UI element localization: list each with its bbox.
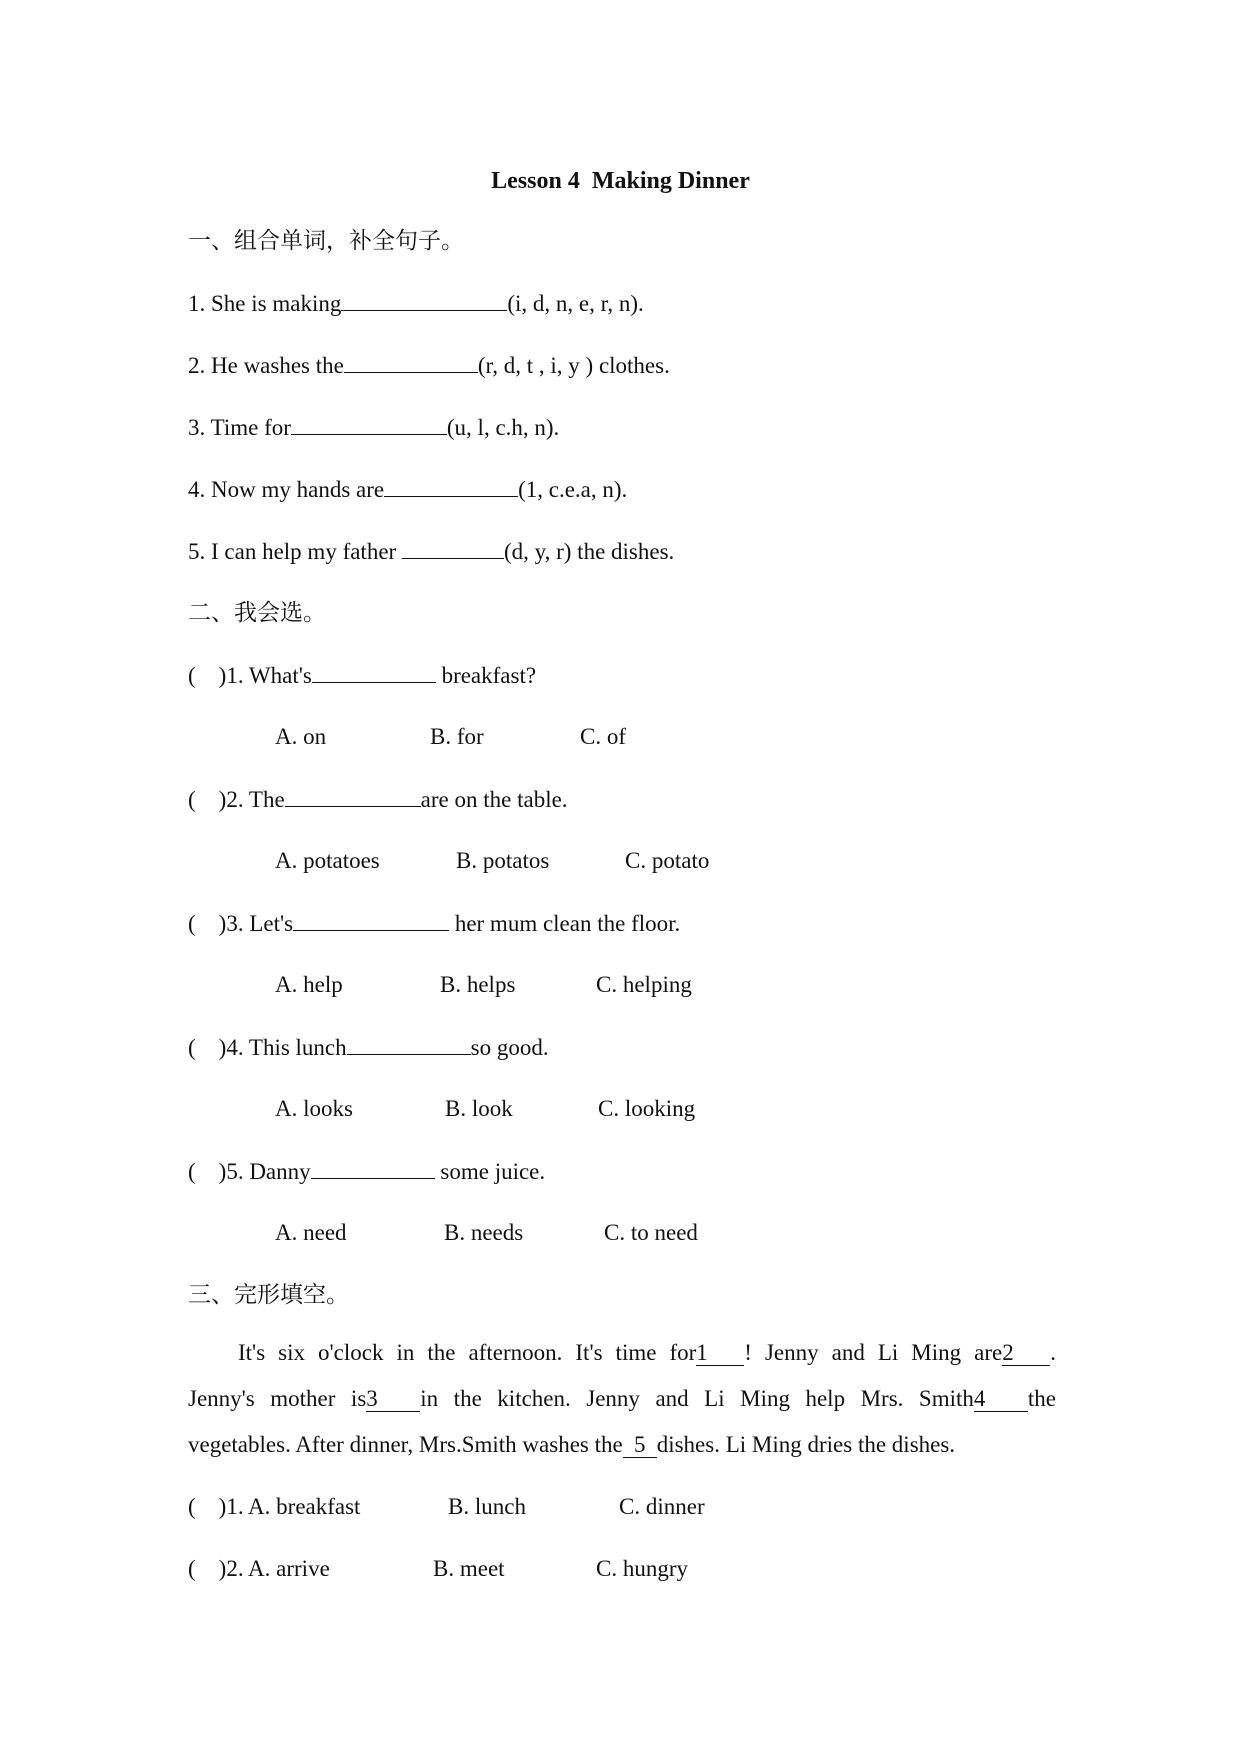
s2-q2-blank[interactable] <box>285 784 421 807</box>
s1-item-1-before: 1. She is making <box>188 291 342 316</box>
s3-q2-option-c[interactable]: C. hungry <box>596 1556 688 1581</box>
s2-question-5 <box>188 1156 545 1187</box>
s1-item-3-after: (u, l, c.h, n). <box>446 415 560 440</box>
s1-item-4 <box>188 474 627 505</box>
s2-q4-blank[interactable] <box>347 1032 471 1055</box>
section-3-heading: 三、完形填空。 <box>188 1282 349 1308</box>
s2-q5-option-c[interactable]: C. to need <box>604 1220 698 1245</box>
s2-q3-prefix: ( )3. Let's <box>188 911 294 936</box>
s2-q3-option-c[interactable]: C. helping <box>596 972 692 997</box>
s1-item-4-after: (1, c.e.a, n). <box>518 477 628 502</box>
s2-q2-option-c[interactable]: C. potato <box>625 848 710 873</box>
s2-q4-suffix: so good. <box>470 1035 549 1060</box>
s1-item-1-after: (i, d, n, e, r, n). <box>507 291 644 316</box>
s1-item-3 <box>188 412 559 443</box>
cloze-blank-1[interactable]: 1 <box>696 1341 744 1366</box>
s1-item-2-before: 2. He washes the <box>188 353 344 378</box>
s2-q5-suffix: some juice. <box>434 1159 546 1184</box>
s3-q1-option-b[interactable]: B. lunch <box>448 1494 526 1519</box>
s2-q3-option-a[interactable]: A. help <box>275 972 343 997</box>
section-1-heading: 一、组合单词，补全句子。 <box>188 228 464 254</box>
s2-q2-prefix: ( )2. The <box>188 787 285 812</box>
s2-q4-option-b[interactable]: B. look <box>445 1096 513 1121</box>
s2-q2-option-a[interactable]: A. potatoes <box>275 848 380 873</box>
section-2-heading: 二、我会选。 <box>188 600 326 626</box>
s1-item-4-before: 4. Now my hands are <box>188 477 385 502</box>
s2-q4-prefix: ( )4. This lunch <box>188 1035 347 1060</box>
s3-q1-option-c[interactable]: C. dinner <box>619 1494 705 1519</box>
s2-question-1 <box>188 660 536 691</box>
s2-q5-option-a[interactable]: A. need <box>275 1220 347 1245</box>
s1-item-5-blank[interactable] <box>402 536 504 559</box>
s2-q3-option-b[interactable]: B. helps <box>440 972 516 997</box>
s1-item-3-blank[interactable] <box>291 412 447 435</box>
s1-item-2-blank[interactable] <box>344 350 478 373</box>
s2-q5-option-b[interactable]: B. needs <box>444 1220 524 1245</box>
cloze-blank-3[interactable]: 3 <box>366 1387 420 1412</box>
s2-q1-blank[interactable] <box>312 660 436 683</box>
s2-question-4 <box>188 1032 549 1063</box>
cloze-passage <box>188 1330 1056 1468</box>
s3-question-2: ( )2. A. arrive <box>188 1556 330 1581</box>
page-title: Lesson 4 Making Dinner <box>491 168 750 194</box>
s2-q1-option-b[interactable]: B. for <box>430 724 484 749</box>
s1-item-2-after: (r, d, t , i, y ) clothes. <box>477 353 670 378</box>
s1-item-4-blank[interactable] <box>384 474 518 497</box>
passage-line-1: It's six o'clock in the afternoon. It's time for1 ! Jenny and Li Ming are2 . <box>238 1340 1056 1365</box>
s3-question-1: ( )1. A. breakfast <box>188 1494 361 1519</box>
s1-item-3-before: 3. Time for <box>188 415 291 440</box>
s1-item-5 <box>188 536 674 567</box>
s1-item-1-blank[interactable] <box>341 288 507 311</box>
cloze-blank-4[interactable]: 4 <box>974 1387 1028 1412</box>
cloze-blank-5[interactable]: 5 <box>623 1433 657 1458</box>
s2-q2-option-b[interactable]: B. potatos <box>456 848 550 873</box>
s2-q4-option-a[interactable]: A. looks <box>275 1096 353 1121</box>
s1-item-5-after: (d, y, r) the dishes. <box>503 539 675 564</box>
s2-q3-blank[interactable] <box>293 908 449 931</box>
s1-item-1 <box>188 288 644 319</box>
s2-q1-option-c[interactable]: C. of <box>580 724 626 749</box>
s2-q5-blank[interactable] <box>311 1156 435 1179</box>
s2-q3-suffix: her mum clean the floor. <box>449 911 681 936</box>
s2-question-2 <box>188 784 568 815</box>
s2-q1-prefix: ( )1. What's <box>188 663 312 688</box>
s2-q1-option-a[interactable]: A. on <box>275 724 327 749</box>
s2-q5-prefix: ( )5. Danny <box>188 1159 311 1184</box>
s1-item-5-before: 5. I can help my father <box>188 539 402 564</box>
cloze-blank-2[interactable]: 2 <box>1002 1341 1050 1366</box>
passage-line-2: Jenny's mother is3 in the kitchen. Jenny and Li Ming help Mrs. Smith4 the <box>188 1386 1056 1411</box>
s3-q2-option-b[interactable]: B. meet <box>433 1556 505 1581</box>
s2-q1-suffix: breakfast? <box>435 663 537 688</box>
passage-line-3: vegetables. After dinner, Mrs.Smith washes the 5 dishes. Li Ming dries the dishes. <box>188 1432 956 1457</box>
s2-q2-suffix: are on the table. <box>420 787 568 812</box>
s2-question-3 <box>188 908 680 939</box>
s2-q4-option-c[interactable]: C. looking <box>598 1096 696 1121</box>
s1-item-2 <box>188 350 670 381</box>
